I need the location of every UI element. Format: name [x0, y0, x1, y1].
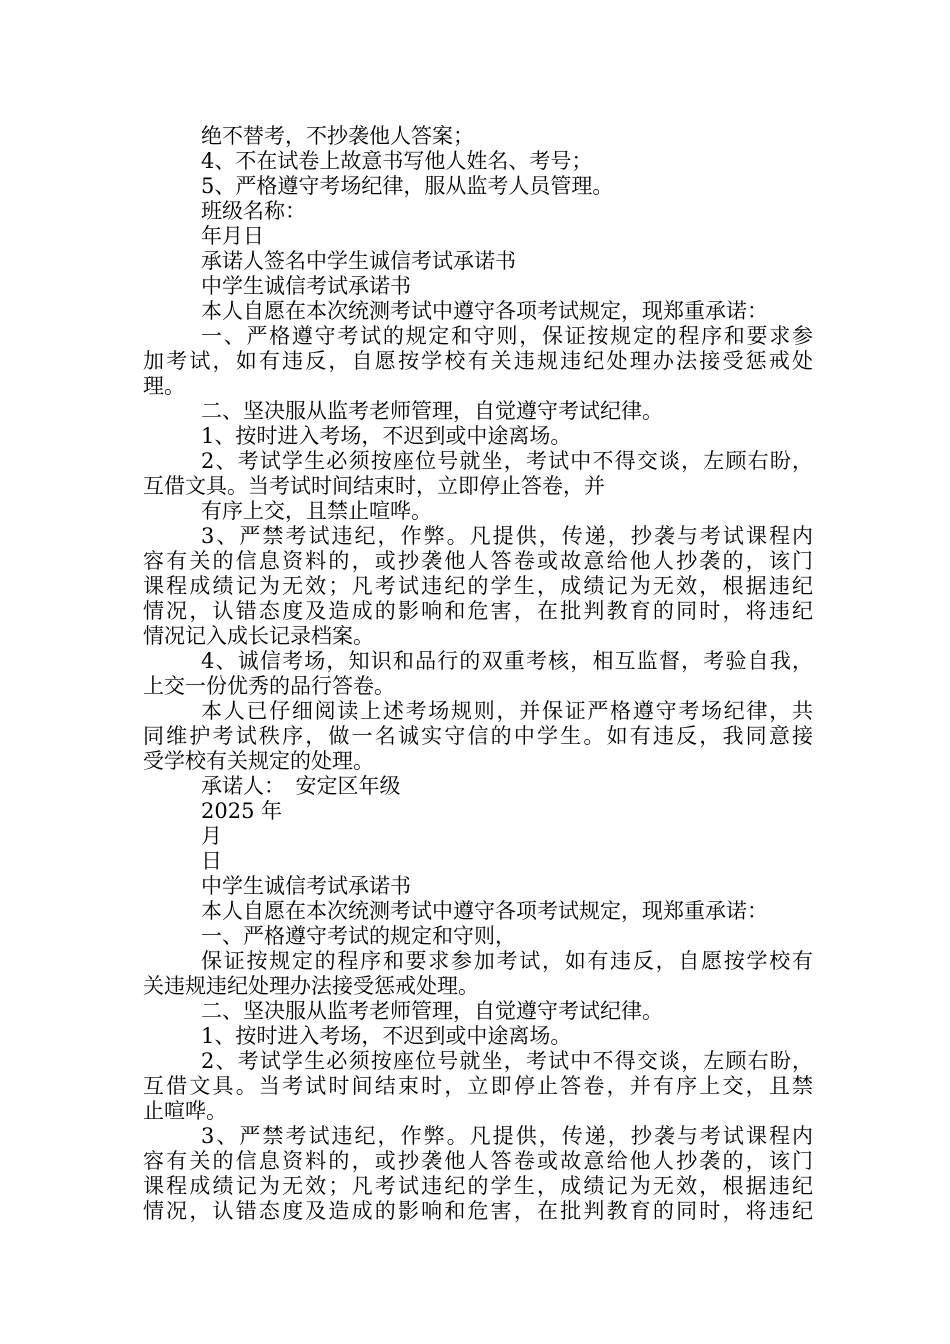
text-line: 止喧哗。: [143, 1099, 227, 1123]
text-line: 情况，认错态度及造成的影响和危害，在批判教育的同时，将违纪: [143, 599, 813, 623]
text-line: 关违规违纪处理办法接受惩戒处理。: [143, 974, 479, 998]
text-line: 课程成绩记为无效；凡考试违纪的学生，成绩记为无效，根据违纪: [143, 574, 813, 598]
text-line: 中学生诚信考试承诺书: [201, 874, 411, 898]
text-line: 保证按规定的程序和要求参加考试，如有违反，自愿按学校有: [201, 949, 813, 973]
text-line: 二、坚决服从监考老师管理，自觉遵守考试纪律。: [201, 999, 663, 1023]
text-line: 本人自愿在本次统测考试中遵守各项考试规定，现郑重承诺：: [201, 299, 768, 323]
text-line: 日: [201, 849, 222, 873]
text-line: 3、严禁考试违纪，作弊。凡提供，传递，抄袭与考试课程内: [201, 524, 813, 548]
text-line: 3、严禁考试违纪，作弊。凡提供，传递，抄袭与考试课程内: [201, 1124, 813, 1148]
text-line: 2、考试学生必须按座位号就坐，考试中不得交谈，左顾右盼，: [201, 449, 813, 473]
text-line: 月: [201, 824, 222, 848]
text-line: 上交一份优秀的品行答卷。: [143, 674, 395, 698]
text-line: 承诺人签名中学生诚信考试承诺书: [201, 249, 516, 273]
text-line: 承诺人： 安定区年级: [201, 774, 401, 798]
text-line: 一、严格遵守考试的规定和守则，: [201, 924, 516, 948]
text-line: 绝不替考，不抄袭他人答案；: [201, 124, 474, 148]
text-line: 1、按时进入考场，不迟到或中途离场。: [201, 424, 572, 448]
text-line: 二、坚决服从监考老师管理，自觉遵守考试纪律。: [201, 399, 663, 423]
text-line: 有序上交，且禁止喧哗。: [201, 499, 432, 523]
text-line: 课程成绩记为无效；凡考试违纪的学生，成绩记为无效，根据违纪: [143, 1174, 813, 1198]
text-line: 互借文具。当考试时间结束时，立即停止答卷，并: [143, 474, 605, 498]
text-line: 本人已仔细阅读上述考场规则，并保证严格遵守考场纪律，共: [201, 699, 813, 723]
text-line: 加考试，如有违反，自愿按学校有关违规违纪处理办法接受惩戒处: [143, 349, 813, 373]
text-line: 容有关的信息资料的，或抄袭他人答卷或故意给他人抄袭的，该门: [143, 1149, 813, 1173]
text-line: 情况记入成长记录档案。: [143, 624, 374, 648]
text-line: 5、严格遵守考场纪律，服从监考人员管理。: [201, 174, 614, 198]
text-line: 1、按时进入考场，不迟到或中途离场。: [201, 1024, 572, 1048]
text-line: 受学校有关规定的处理。: [143, 749, 374, 773]
text-line: 班级名称：: [201, 199, 306, 223]
text-line: 一、严格遵守考试的规定和守则，保证按规定的程序和要求参: [201, 324, 813, 348]
text-line: 情况，认错态度及造成的影响和危害，在批判教育的同时，将违纪: [143, 1199, 813, 1223]
text-line: 2、考试学生必须按座位号就坐，考试中不得交谈，左顾右盼，: [201, 1049, 813, 1073]
text-line: 年月日: [201, 224, 264, 248]
text-line: 容有关的信息资料的，或抄袭他人答卷或故意给他人抄袭的，该门: [143, 549, 813, 573]
text-line: 4、不在试卷上故意书写他人姓名、考号；: [201, 149, 593, 173]
text-line: 2025 年: [201, 799, 283, 823]
text-line: 理。: [143, 374, 185, 398]
text-line: 互借文具。当考试时间结束时，立即停止答卷，并有序上交，且禁: [143, 1074, 813, 1098]
text-line: 4、诚信考场，知识和品行的双重考核，相互监督，考验自我，: [201, 649, 813, 673]
text-line: 本人自愿在本次统测考试中遵守各项考试规定，现郑重承诺：: [201, 899, 768, 923]
text-line: 中学生诚信考试承诺书: [201, 274, 411, 298]
text-line: 同维护考试秩序，做一名诚实守信的中学生。如有违反，我同意接: [143, 724, 813, 748]
